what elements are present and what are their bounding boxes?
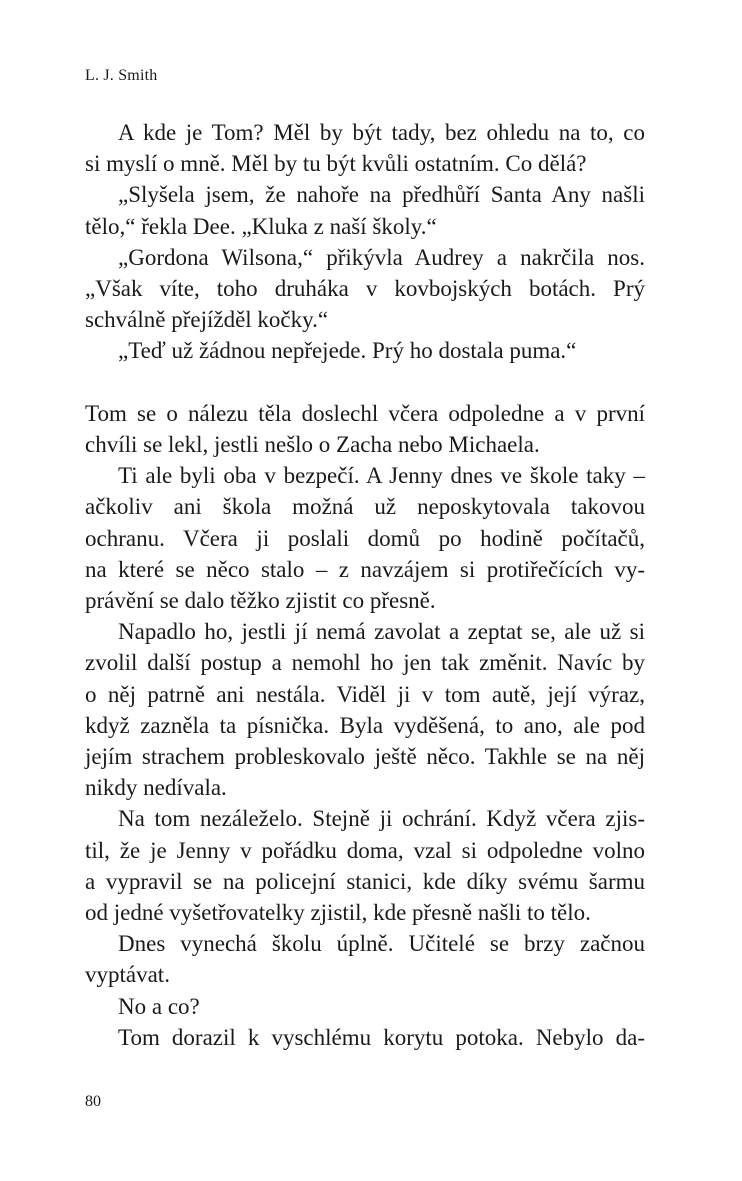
text-line: a vypravil se na policejní stanici, kde díky svému šarmu: [85, 868, 645, 894]
text-line: právění se dalo těžko zjistit co přesně.: [85, 588, 436, 614]
text-line: když zazněla ta písnička. Byla vyděšená, to ano, ale pod: [85, 712, 645, 738]
paragraph: [85, 242, 645, 336]
paragraph: [85, 117, 645, 179]
text-line: til, že je Jenny v pořádku doma, vzal si odpoledne volno: [85, 837, 645, 863]
paragraph: [85, 398, 645, 460]
paragraph: [85, 335, 645, 366]
text-line: vyptávat.: [85, 962, 170, 988]
paragraph: [85, 179, 645, 241]
text-line: „Gordona Wilsona,“ přikývla Audrey a nakrčila nos.: [118, 244, 645, 270]
text-line: Tom dorazil k vyschlému korytu potoka. Nebylo da-: [118, 1024, 645, 1050]
text-line: Na tom nezáleželo. Stejně ji ochrání. Když včera zjis-: [118, 806, 645, 832]
running-head-author: L. J. Smith: [85, 67, 158, 84]
text-line: zvolil další postup a nemohl ho jen tak změnit. Navíc by: [85, 650, 645, 676]
text-line: Ti ale byli oba v bezpečí. A Jenny dnes ve škole taky –: [118, 463, 645, 489]
text-line: si myslí o mně. Měl by tu být kvůli ostatním. Co dělá?: [85, 151, 587, 177]
paragraph: [85, 803, 645, 928]
page-number: 80: [85, 1093, 101, 1110]
text-line: „Slyšela jsem, že nahoře na předhůří Santa Any našli: [118, 182, 645, 208]
text-line: Napadlo ho, jestli jí nemá zavolat a zeptat se, ale už si: [118, 619, 645, 645]
text-line: chvíli se lekl, jestli nešlo o Zacha nebo Michaela.: [85, 432, 540, 458]
text-line: tělo,“ řekla Dee. „Kluka z naší školy.“: [85, 213, 437, 239]
text-line: nikdy nedívala.: [85, 775, 227, 801]
text-line: od jedné vyšetřovatelky zjistil, kde přesně našli to tělo.: [85, 900, 591, 926]
paragraph: [85, 1022, 645, 1053]
text-line: „Však víte, toho druháka v kovbojských botách. Prý: [85, 276, 645, 302]
text-line: na které se něco stalo – z navzájem si protiřečících vy-: [85, 556, 645, 582]
text-line: A kde je Tom? Měl by být tady, bez ohledu na to, co: [118, 120, 645, 145]
paragraph: [85, 460, 645, 616]
text-line: Tom se o nálezu těla doslechl včera odpoledne a v první: [85, 400, 645, 426]
text-line: No a co?: [118, 993, 200, 1019]
paragraph: [85, 616, 645, 803]
text-line: Dnes vynechá školu úplně. Učitelé se brzy začnou: [118, 931, 645, 957]
body-text: [85, 117, 645, 1053]
text-line: ačkoliv ani škola možná už neposkytovala takovou: [85, 494, 645, 520]
text-line: o něj patrně ani nestála. Viděl ji v tom autě, její výraz,: [85, 681, 645, 707]
paragraph: [85, 928, 645, 990]
text-line: ochranu. Včera ji poslali domů po hodině počítačů,: [85, 525, 645, 551]
text-line: jejím strachem probleskovalo ještě něco. Takhle se na něj: [85, 744, 645, 770]
text-line: „Teď už žádnou nepřejede. Prý ho dostala puma.“: [118, 338, 577, 364]
text-line: schválně přejížděl kočky.“: [85, 307, 329, 333]
paragraph: [85, 991, 645, 1022]
